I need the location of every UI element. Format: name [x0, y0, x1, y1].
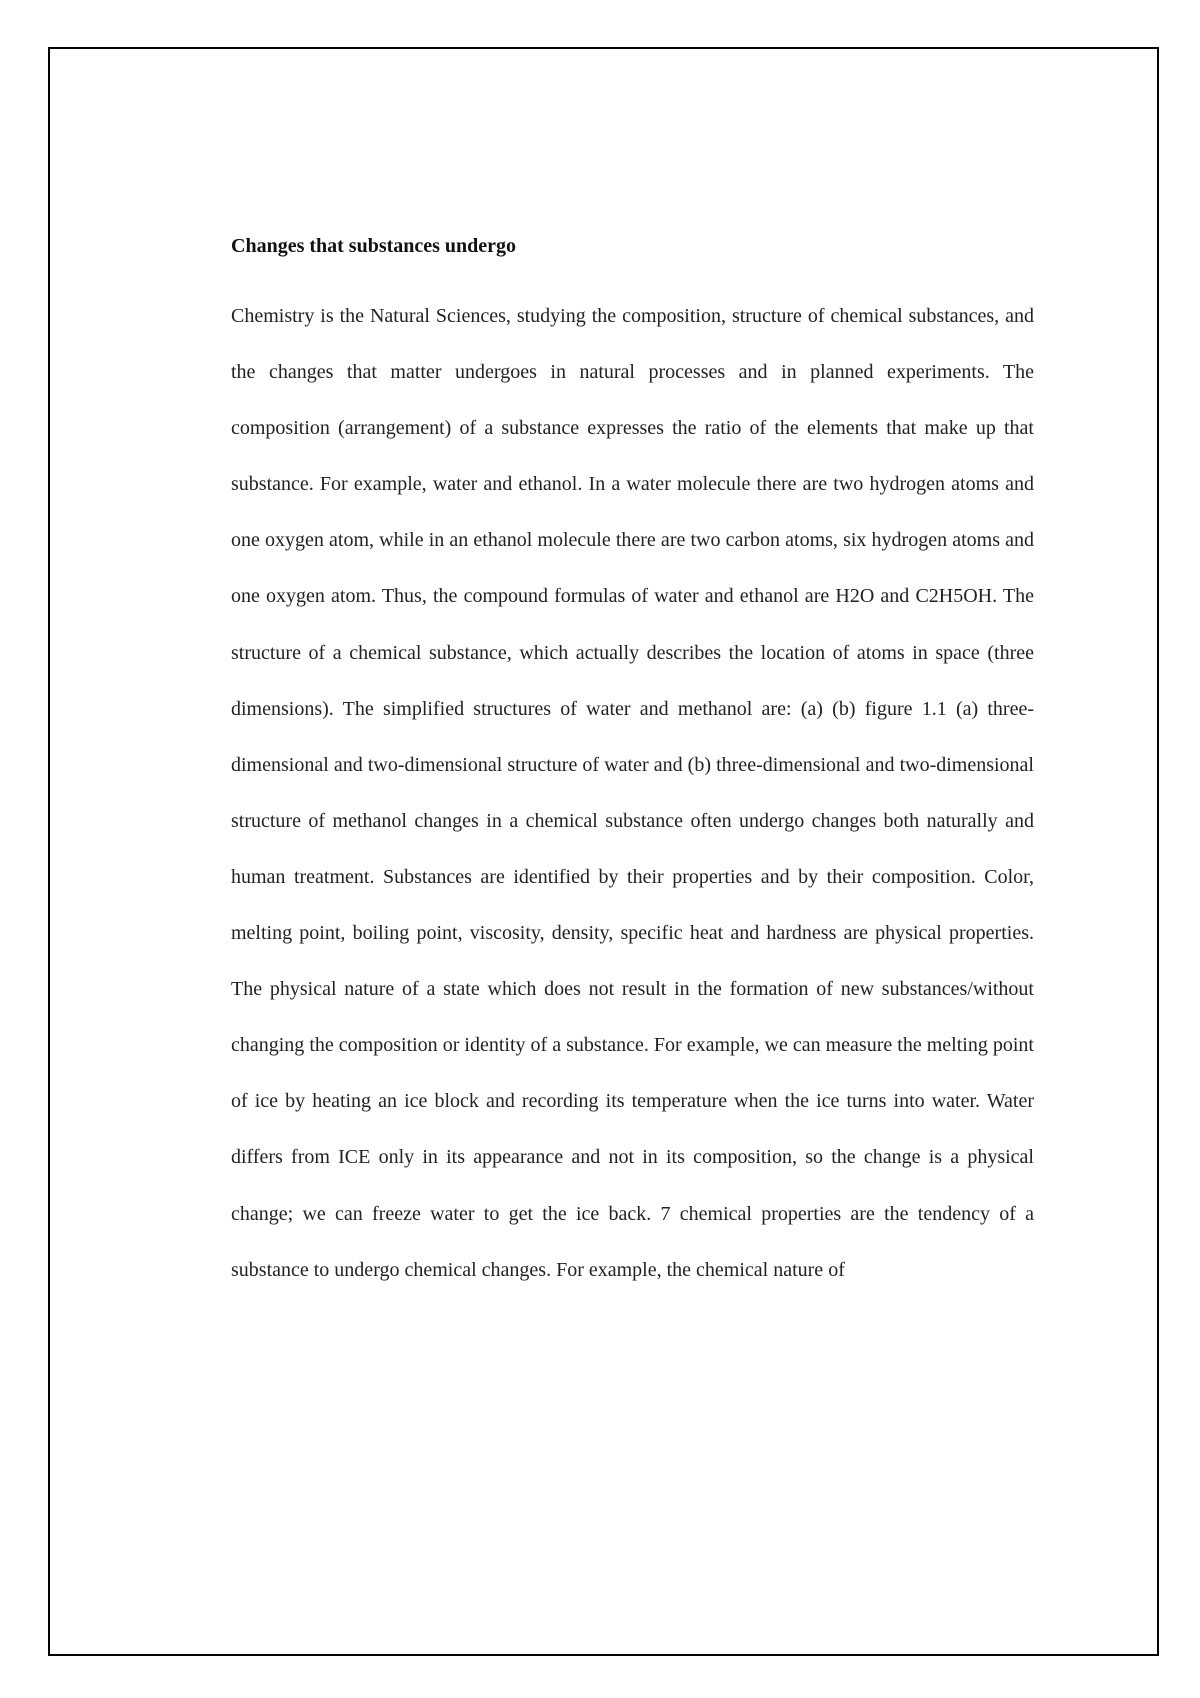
document-content	[231, 228, 1034, 1298]
section-heading: Changes that substances undergo	[231, 235, 517, 257]
body-paragraph: Chemistry is the Natural Sciences, studying the composition, structure of chemical substances, and the changes that matter undergoes in natural processes and in planned experiments. The composition (arrangement) of a substance expresses the ratio of the elements that make up that substance. For example, water and ethanol. In a water molecule there are two hydrogen atoms and one oxygen atom, while in an ethanol molecule there are two carbon atoms, six hydrogen atoms and one oxygen atom. Thus, the compound formulas of water and ethanol are H2O and C2H5OH. The structure of a chemical substance, which actually describes the location of atoms in space (three dimensions). The simplified structures of water and methanol are: (a) (b) figure 1.1 (a) three-dimensional and two-dimensional structure of water and (b) three-dimensional and two-dimensional structure of methanol changes in a chemical substance often undergo changes both naturally and human treatment. Substances are identified by their properties and by their composition. Color, melting point, boiling point, viscosity, density, specific heat and hardness are physical properties. The physical nature of a state which does not result in the formation of new substances/without changing the composition or identity of a substance. For example, we can measure the melting point of ice by heating an ice block and recording its temperature when the ice turns into water. Water differs from ICE only in its appearance and not in its composition, so the change is a physical change; we can freeze water to get the ice back. 7 chemical properties are the tendency of a substance to undergo chemical changes. For example, the chemical nature of	[231, 305, 1034, 1281]
